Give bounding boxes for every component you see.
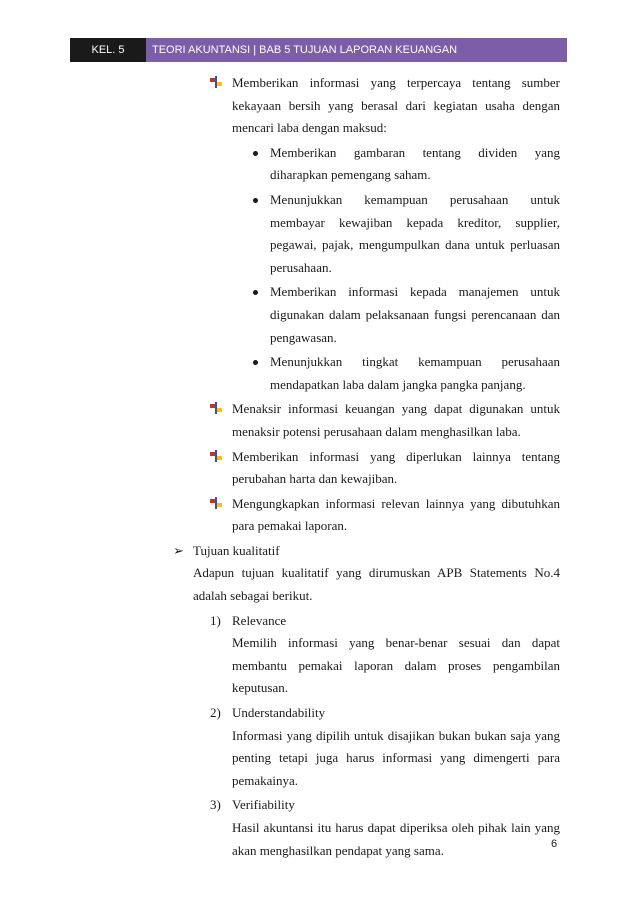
flag-icon bbox=[210, 402, 222, 414]
list-item bbox=[270, 281, 560, 349]
bullet-dot-icon bbox=[253, 151, 258, 156]
list-item bbox=[232, 398, 560, 443]
page-header bbox=[70, 38, 567, 62]
flag-icon bbox=[210, 450, 222, 462]
item-title: Understandability bbox=[232, 705, 326, 721]
list-item bbox=[270, 142, 560, 187]
item-number: 2) bbox=[210, 705, 221, 721]
numbered-item-title bbox=[210, 702, 638, 725]
numbered-item-text: Memilih informasi yang benar-benar sesuai dan dapat membantu pemakai laporan dalam proses pengambilan keputusan. bbox=[232, 635, 560, 696]
list-item bbox=[232, 493, 560, 538]
chapter-label: KEL. 5 bbox=[70, 38, 146, 62]
section-heading bbox=[173, 540, 560, 563]
numbered-item-title bbox=[210, 794, 638, 817]
list-item bbox=[232, 446, 560, 491]
list-item bbox=[232, 72, 560, 140]
list-item-text: Mengungkapkan informasi relevan lainnya yang dibutuhkan para pemakai laporan. bbox=[232, 495, 560, 534]
bullet-dot-icon bbox=[253, 290, 258, 295]
list-item-text: Menunjukkan kemampuan perusahaan untuk membayar kewajiban kepada kreditor, supplier, pegawai, pajak, mengumpulkan dana untuk perluasan perusahaan. bbox=[270, 191, 560, 275]
flag-icon bbox=[210, 76, 222, 88]
list-item-text: Memberikan informasi yang terpercaya tentang sumber kekayaan bersih yang berasal dari kegiatan usaha dengan mencari laba dengan maksud: bbox=[232, 75, 560, 136]
intro-paragraph: Adapun tujuan kualitatif yang dirumuskan APB Statements No.4 adalah sebagai berikut. bbox=[193, 565, 560, 604]
item-number: 1) bbox=[210, 612, 221, 628]
bullet-dot-icon bbox=[253, 198, 258, 203]
flag-icon bbox=[210, 497, 222, 509]
page-number: 6 bbox=[551, 838, 558, 850]
list-item bbox=[270, 351, 560, 396]
header-title: TEORI AKUNTANSI | BAB 5 TUJUAN LAPORAN KEUANGAN bbox=[146, 38, 567, 62]
list-item-text: Menaksir informasi keuangan yang dapat digunakan untuk menaksir potensi perusahaan dalam menghasilkan laba. bbox=[232, 401, 560, 439]
numbered-item-text: Hasil akuntansi itu harus dapat diperiksa oleh pihak lain yang akan menghasilkan pendapat yang sama. bbox=[232, 820, 560, 858]
list-item-text: Memberikan informasi yang diperlukan lainnya tentang perubahan harta dan kewajiban. bbox=[232, 448, 560, 487]
item-title: Verifiability bbox=[232, 797, 295, 813]
list-item bbox=[270, 189, 560, 279]
list-item-text: Menunjukkan tingkat kemampuan perusahaan mendapatkan laba dalam jangka pangka panjang. bbox=[270, 354, 560, 392]
bullet-dot-icon bbox=[253, 360, 258, 365]
item-number: 3) bbox=[210, 797, 221, 813]
heading-text: Tujuan kualitatif bbox=[193, 542, 280, 558]
document-body bbox=[0, 72, 638, 862]
arrow-bullet-icon: ➢ bbox=[173, 542, 184, 558]
list-item-text: Memberikan informasi kepada manajemen untuk digunakan dalam pelaksanaan fungsi perencanaan dan pengawasan. bbox=[270, 284, 560, 345]
item-title: Relevance bbox=[232, 612, 287, 628]
numbered-item-title bbox=[210, 610, 638, 633]
numbered-item-text: Informasi yang dipilih untuk disajikan bukan bukan saja yang penting tetapi juga harus informasi yang dimengerti para pemakainya. bbox=[232, 727, 560, 788]
list-item-text: Memberikan gambaran tentang dividen yang diharapkan pemengang saham. bbox=[270, 144, 560, 183]
